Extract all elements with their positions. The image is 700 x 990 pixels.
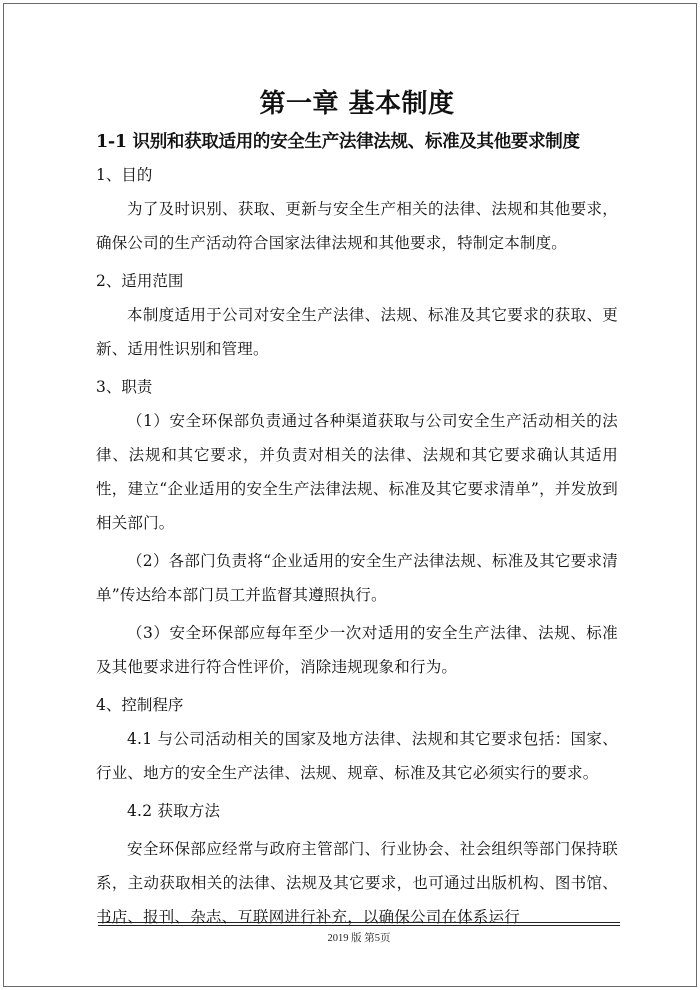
procedure-4-1-paragraph: 4.1 与公司活动相关的国家及地方法律、法规和其它要求包括：国家、行业、地方的安全生产法律、法规、规章、标准及其它必须实行的要求。: [96, 730, 618, 782]
purpose-paragraph: 为了及时识别、获取、更新与安全生产相关的法律、法规和其他要求，确保公司的生产活动符合国家法律法规和其他要求，特制定本制度。: [96, 200, 618, 252]
footer-page-info: 2019 版 第5页: [327, 933, 391, 944]
heading-purpose: 1、目的: [96, 166, 153, 184]
document-body: [96, 82, 618, 938]
heading-scope: 2、适用范围: [96, 272, 184, 290]
duty-paragraph-1: （1）安全环保部负责通过各种渠道获取与公司安全生产活动相关的法律、法规和其它要求，并负责对相关的法律、法规和其它要求确认其适用性，建立“企业适用的安全生产法律法规、标准及其它要求清单”，并发放到相关部门。: [96, 412, 618, 532]
chapter-title: 第一章 基本制度: [259, 89, 455, 119]
duty-paragraph-3: （3）安全环保部应每年至少一次对适用的安全生产法律、法规、标准及其他要求进行符合性评价，消除违规现象和行为。: [96, 624, 618, 676]
heading-duties: 3、职责: [96, 378, 153, 396]
scope-paragraph: 本制度适用于公司对安全生产法律、法规、标准及其它要求的获取、更新、适用性识别和管理。: [96, 306, 618, 358]
duty-paragraph-2: （2）各部门负责将“企业适用的安全生产法律法规、标准及其它要求清单”传达给本部门员工并监督其遵照执行。: [96, 552, 618, 604]
heading-procedure: 4、控制程序: [96, 696, 184, 714]
footer-rule-thick: [98, 922, 620, 923]
footer-rule-thin: [98, 925, 620, 926]
procedure-4-2-paragraph: 安全环保部应经常与政府主管部门、行业协会、社会组织等部门保持联系，主动获取相关的法律、法规及其它要求，也可通过出版机构、图书馆、书店、报刊、杂志、互联网进行补充，以确保公司在体系运行: [96, 840, 618, 926]
procedure-4-2-heading: 4.2 获取方法: [127, 802, 221, 820]
section-title: 1-1 识别和获取适用的安全生产法律法规、标准及其他要求制度: [96, 132, 580, 152]
